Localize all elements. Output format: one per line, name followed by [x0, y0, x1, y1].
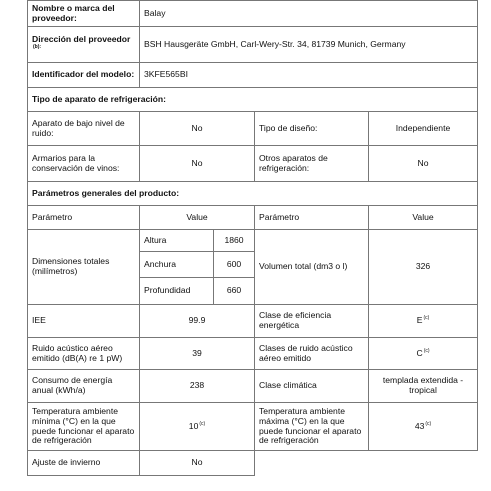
noise-class-note: (c) [423, 347, 430, 354]
noise-class-value: C [416, 347, 423, 358]
supplier-value: Balay [140, 1, 478, 27]
other-appliance-value: No [369, 146, 478, 182]
consumption-row [28, 370, 478, 403]
general-params-title: Parámetros generales del producto: [28, 182, 478, 206]
appliance-type-header-row [28, 88, 478, 112]
supplier-label: Nombre o marca del proveedor: [28, 1, 140, 27]
width-label: Anchura [140, 252, 214, 278]
low-noise-row [28, 112, 478, 146]
efficiency-class-cell [369, 305, 478, 338]
min-temp-cell [140, 403, 255, 451]
appliance-type-title: Tipo de aparato de refrigeración: [28, 88, 478, 112]
address-row [28, 27, 478, 63]
column-header-row [28, 206, 478, 230]
col-param-right: Parámetro [255, 206, 369, 230]
climate-class-value: templada extendida - tropical [369, 370, 478, 403]
low-noise-label: Aparato de bajo nivel de ruido: [28, 112, 140, 146]
max-temp-label: Temperatura ambiente máxima (°C) en la que puede funcionar el aparato de refrigeración [255, 403, 369, 451]
address-note: (b): [33, 43, 42, 50]
max-temp-cell [369, 403, 478, 451]
dimensions-row-height [28, 230, 478, 252]
design-type-label: Tipo de diseño: [255, 112, 369, 146]
low-noise-value: No [140, 112, 255, 146]
supplier-row [28, 1, 478, 27]
height-value: 1860 [214, 230, 255, 252]
dimensions-label: Dimensiones totales (milímetros) [28, 230, 140, 305]
max-temp-note: (c) [425, 420, 432, 427]
address-label: Dirección del proveedor [32, 33, 131, 44]
climate-class-label: Clase climática [255, 370, 369, 403]
empty-cell [255, 451, 369, 476]
max-temp-value: 43 [414, 420, 425, 431]
col-value-right: Value [369, 206, 478, 230]
min-temp-value: 10 [188, 420, 199, 431]
noise-value: 39 [140, 338, 255, 370]
efficiency-class-label: Clase de eficiencia energética [255, 305, 369, 338]
min-temp-note: (c) [199, 420, 206, 427]
wine-value: No [140, 146, 255, 182]
design-type-value: Independiente [369, 112, 478, 146]
width-value: 600 [214, 252, 255, 278]
depth-value: 660 [214, 278, 255, 305]
empty-cell-2 [369, 451, 478, 476]
col-value-left: Value [140, 206, 255, 230]
temperature-row [28, 403, 478, 451]
consumption-value: 238 [140, 370, 255, 403]
noise-row [28, 338, 478, 370]
volume-value: 326 [369, 230, 478, 305]
wine-row [28, 146, 478, 182]
col-param-left: Parámetro [28, 206, 140, 230]
noise-class-cell [369, 338, 478, 370]
noise-class-label: Clases de ruido acústico aéreo emitido [255, 338, 369, 370]
eei-row [28, 305, 478, 338]
wine-label: Armarios para la conservación de vinos: [28, 146, 140, 182]
model-row [28, 63, 478, 88]
other-appliance-label: Otros aparatos de refrigeración: [255, 146, 369, 182]
product-info-table [27, 0, 478, 476]
eei-value: 99.9 [140, 305, 255, 338]
consumption-label: Consumo de energía anual (kWh/a) [28, 370, 140, 403]
address-label-cell [28, 27, 140, 63]
depth-label: Profundidad [140, 278, 214, 305]
eei-label: IEE [28, 305, 140, 338]
general-header-row [28, 182, 478, 206]
model-value: 3KFE565BI [140, 63, 478, 88]
address-value: BSH Hausgeräte GmbH, Carl-Wery-Str. 34, 81739 Munich, Germany [140, 27, 478, 63]
winter-value: No [140, 451, 255, 476]
efficiency-class-note: (c) [423, 315, 430, 322]
min-temp-label: Temperatura ambiente mínima (°C) en la que puede funcionar el aparato de refrigeración [28, 403, 140, 451]
height-label: Altura [140, 230, 214, 252]
winter-label: Ajuste de invierno [28, 451, 140, 476]
winter-row [28, 451, 478, 476]
noise-label: Ruido acústico aéreo emitido (dB(A) re 1 pW) [28, 338, 140, 370]
model-label: Identificador del modelo: [28, 63, 140, 88]
volume-label: Volumen total (dm3 o l) [255, 230, 369, 305]
efficiency-class-value: E [416, 315, 423, 326]
